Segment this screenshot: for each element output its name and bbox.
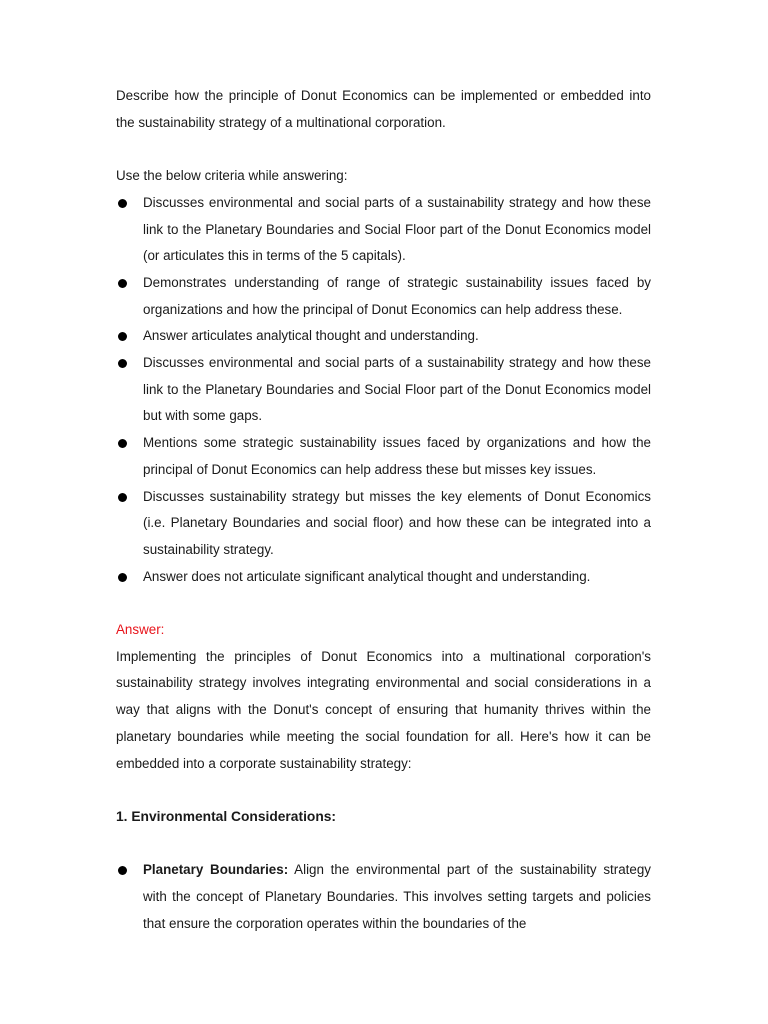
section1-item-term: Planetary Boundaries:: [143, 862, 289, 878]
criteria-item: Mentions some strategic sustainability issues faced by organizations and how the principal of Donut Economics can help address these but misses key issues.: [116, 430, 651, 483]
criteria-item: Answer does not articulate significant analytical thought and understanding.: [116, 564, 651, 591]
criteria-item: Demonstrates understanding of range of strategic sustainability issues faced by organizations and how the principal of Donut Economics can help address these.: [116, 270, 651, 323]
criteria-list: [116, 190, 651, 591]
section1-list: [116, 857, 651, 937]
document-body: [116, 83, 651, 937]
bullet-icon: [118, 866, 127, 875]
section-heading: 1. Environmental Considerations:: [116, 808, 337, 824]
criteria-item: Discusses environmental and social parts of a sustainability strategy and how these link to the Planetary Boundaries and Social Floor part of the Donut Economics model (or articulates this in terms of the 5 capitals).: [116, 190, 651, 270]
bullet-icon: [118, 199, 127, 208]
answer-intro: Implementing the principles of Donut Economics into a multinational corporation's sustainability strategy involves integrating environmental and social considerations in a way that aligns with the Donut's concept of ensuring that humanity thrives within the planetary boundaries while meeting the social foundation for all. Here's how it can be embedded into a corporate sustainability strategy:: [116, 648, 651, 771]
criteria-item: Discusses sustainability strategy but misses the key elements of Donut Economics (i.e. Planetary Boundaries and social floor) and how these can be integrated into a sustainability strategy.: [116, 484, 651, 564]
criteria-intro: Use the below criteria while answering:: [116, 168, 348, 184]
criteria-item: Discusses environmental and social parts of a sustainability strategy and how these link to the Planetary Boundaries and Social Floor part of the Donut Economics model but with some gaps.: [116, 350, 651, 430]
question-prompt: Describe how the principle of Donut Economics can be implemented or embedded into the sustainability strategy of a multinational corporation.: [116, 88, 651, 130]
answer-label: Answer:: [116, 622, 165, 638]
bullet-icon: [118, 573, 127, 582]
section1-item-text: Align the environmental part of the sustainability strategy with the concept of Planetary Boundaries. This involves setting targets and policies that ensure the corporation operates within the boundaries of the: [143, 862, 651, 931]
bullet-icon: [118, 359, 127, 368]
bullet-icon: [118, 279, 127, 288]
bullet-icon: [118, 439, 127, 448]
section1-item: [116, 857, 651, 937]
bullet-icon: [118, 332, 127, 341]
bullet-icon: [118, 493, 127, 502]
criteria-item: Answer articulates analytical thought and understanding.: [116, 323, 651, 350]
